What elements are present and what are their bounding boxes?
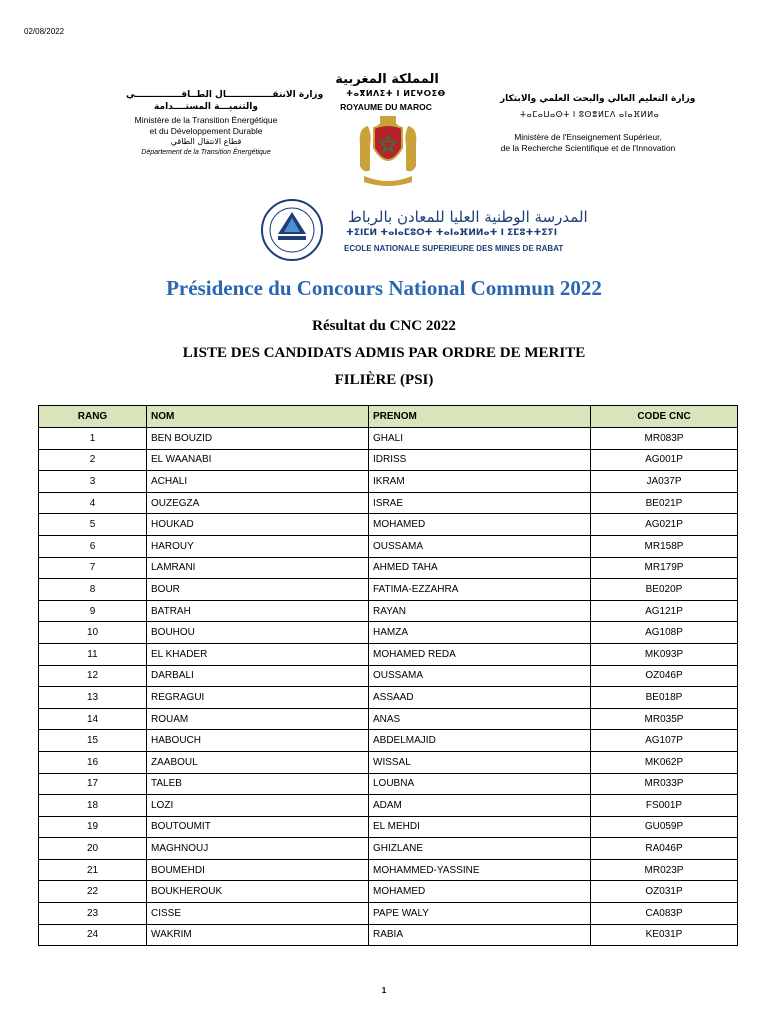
cell-prenom: GHIZLANE (369, 838, 591, 860)
admitted-candidates-table (38, 405, 738, 946)
table-row (39, 428, 738, 450)
cell-rang: 23 (39, 903, 147, 925)
table-row (39, 622, 738, 644)
ministry-energy-fr-2: et du Développement Durable (149, 126, 263, 136)
cell-code: AG108P (591, 622, 738, 644)
cell-rang: 24 (39, 924, 147, 946)
column-header-rang: RANG (39, 406, 147, 428)
cell-rang: 2 (39, 449, 147, 471)
cell-nom: BEN BOUZID (147, 428, 369, 450)
school-name-tfg: ⵜⵉⵏⵎⵍ ⵜⴰⵏⴰⵎⵓⵔⵜ ⵜⴰⵏⴰⴼⵍⵍⴰⵜ ⵏ ⵉⵎⵓⵜⵜⵉⵢⵏ (346, 228, 558, 238)
cell-code: BE018P (591, 687, 738, 709)
table-header-row (39, 406, 738, 428)
institution-banner (96, 64, 696, 264)
cell-rang: 10 (39, 622, 147, 644)
cell-prenom: ANAS (369, 708, 591, 730)
cell-prenom: IDRISS (369, 449, 591, 471)
cell-code: AG107P (591, 730, 738, 752)
cell-code: GU059P (591, 816, 738, 838)
cell-nom: OUZEGZA (147, 492, 369, 514)
cell-code: BE021P (591, 492, 738, 514)
table-row (39, 579, 738, 601)
department-energy-fr: Département de la Transition Énergétique (141, 149, 271, 156)
cell-nom: ACHALI (147, 471, 369, 493)
department-energy-ar: قطاع الانتقال الطاقي (170, 137, 242, 146)
cell-prenom: MOHAMED REDA (369, 643, 591, 665)
cell-code: MR158P (591, 535, 738, 557)
table-row (39, 600, 738, 622)
cell-code: MR083P (591, 428, 738, 450)
cell-nom: LOZI (147, 795, 369, 817)
table-row (39, 751, 738, 773)
cell-prenom: OUSSAMA (369, 535, 591, 557)
cell-code: MK062P (591, 751, 738, 773)
cell-code: BE020P (591, 579, 738, 601)
cell-code: MR033P (591, 773, 738, 795)
table-row (39, 903, 738, 925)
cell-nom: DARBALI (147, 665, 369, 687)
cell-code: RA046P (591, 838, 738, 860)
cell-rang: 20 (39, 838, 147, 860)
cell-nom: BOUTOUMIT (147, 816, 369, 838)
cell-prenom: AHMED TAHA (369, 557, 591, 579)
table-row (39, 535, 738, 557)
cell-nom: EL KHADER (147, 643, 369, 665)
coat-of-arms-icon (356, 114, 420, 190)
cell-nom: BOUMEHDI (147, 859, 369, 881)
table-row (39, 881, 738, 903)
table-row (39, 924, 738, 946)
table-row (39, 687, 738, 709)
ministry-education-fr: Ministère de l'Enseignement Supérieur, (514, 132, 662, 142)
page-title: Présidence du Concours National Commun 2022 (166, 276, 602, 300)
cell-rang: 7 (39, 557, 147, 579)
cell-code: MR023P (591, 859, 738, 881)
table-row (39, 471, 738, 493)
cell-code: MK093P (591, 643, 738, 665)
cell-nom: BOUHOU (147, 622, 369, 644)
page-number: 1 (381, 986, 387, 995)
table-row (39, 730, 738, 752)
cell-prenom: MOHAMED (369, 881, 591, 903)
table-row (39, 643, 738, 665)
cell-prenom: RAYAN (369, 600, 591, 622)
cell-code: JA037P (591, 471, 738, 493)
list-heading: LISTE DES CANDIDATS ADMIS PAR ORDRE DE MERITE (182, 345, 586, 361)
school-seal-icon (260, 198, 324, 262)
ministry-education-tfg: ⵜⴰⵎⴰⵡⴰⵙⵜ ⵏ ⵓⵙⴻⵍⵎⴷ ⴰⵏⴰⴼⵍⵍⴰ (520, 110, 660, 119)
table-row (39, 795, 738, 817)
cell-rang: 12 (39, 665, 147, 687)
cell-nom: REGRAGUI (147, 687, 369, 709)
cell-prenom: EL MEHDI (369, 816, 591, 838)
cell-prenom: LOUBNA (369, 773, 591, 795)
cell-nom: MAGHNOUJ (147, 838, 369, 860)
cell-prenom: RABIA (369, 924, 591, 946)
cell-nom: HAROUY (147, 535, 369, 557)
table-row (39, 492, 738, 514)
cell-nom: BATRAH (147, 600, 369, 622)
cell-rang: 17 (39, 773, 147, 795)
ministry-energy-fr: Ministère de la Transition Énergétique (134, 115, 278, 125)
cell-code: CA083P (591, 903, 738, 925)
table-row (39, 816, 738, 838)
cell-code: KE031P (591, 924, 738, 946)
cell-rang: 22 (39, 881, 147, 903)
table-row (39, 708, 738, 730)
cell-prenom: IKRAM (369, 471, 591, 493)
cell-rang: 19 (39, 816, 147, 838)
cell-nom: EL WAANABI (147, 449, 369, 471)
table-body (39, 428, 738, 946)
cell-prenom: GHALI (369, 428, 591, 450)
cell-rang: 1 (39, 428, 147, 450)
cell-prenom: ASSAAD (369, 687, 591, 709)
cell-prenom: ABDELMAJID (369, 730, 591, 752)
table-row (39, 449, 738, 471)
table-row (39, 665, 738, 687)
cell-prenom: ISRAE (369, 492, 591, 514)
cell-rang: 4 (39, 492, 147, 514)
cell-rang: 9 (39, 600, 147, 622)
cell-code: MR179P (591, 557, 738, 579)
cell-nom: ROUAM (147, 708, 369, 730)
cell-rang: 5 (39, 514, 147, 536)
column-header-prenom: PRENOM (369, 406, 591, 428)
cell-rang: 18 (39, 795, 147, 817)
table-row (39, 773, 738, 795)
cell-prenom: HAMZA (369, 622, 591, 644)
cell-rang: 11 (39, 643, 147, 665)
cell-nom: WAKRIM (147, 924, 369, 946)
cell-code: OZ031P (591, 881, 738, 903)
cell-nom: ZAABOUL (147, 751, 369, 773)
cell-nom: LAMRANI (147, 557, 369, 579)
cell-nom: BOUR (147, 579, 369, 601)
cell-rang: 14 (39, 708, 147, 730)
cell-code: AG001P (591, 449, 738, 471)
cell-prenom: OUSSAMA (369, 665, 591, 687)
cell-prenom: MOHAMED (369, 514, 591, 536)
cell-rang: 15 (39, 730, 147, 752)
ministry-education-ar: وزارة التعليم العالي والبحث العلمي والابتكار (500, 94, 696, 104)
cell-nom: HABOUCH (147, 730, 369, 752)
cell-code: AG121P (591, 600, 738, 622)
cell-rang: 8 (39, 579, 147, 601)
school-name-ar: المدرسة الوطنية العليا للمعادن بالرباط (348, 208, 588, 226)
cell-prenom: PAPE WALY (369, 903, 591, 925)
table-row (39, 557, 738, 579)
cell-rang: 13 (39, 687, 147, 709)
table-row (39, 838, 738, 860)
result-heading: Résultat du CNC 2022 (312, 318, 456, 334)
kingdom-tfg: ⵜⴰⴳⵍⴷⵉⵜ ⵏ ⵍⵎⵖⵔⵉⴱ (346, 89, 446, 98)
cell-nom: TALEB (147, 773, 369, 795)
cell-code: AG021P (591, 514, 738, 536)
cell-prenom: WISSAL (369, 751, 591, 773)
ministry-energy-ar-2: والتنميـــة المستــــدامة (154, 102, 258, 112)
school-name-fr: ECOLE NATIONALE SUPERIEURE DES MINES DE RABAT (344, 244, 564, 253)
cell-rang: 21 (39, 859, 147, 881)
ministry-education-fr-2: de la Recherche Scientifique et de l'Innovation (500, 143, 676, 153)
column-header-nom: NOM (147, 406, 369, 428)
ministry-energy-ar: وزارة الانتقـــــــــــــــال الطــاقـــــــــــــــي (126, 90, 324, 100)
cell-code: OZ046P (591, 665, 738, 687)
table-row (39, 859, 738, 881)
kingdom-ar: المملكة المغربية (335, 72, 439, 87)
cell-rang: 3 (39, 471, 147, 493)
cell-rang: 6 (39, 535, 147, 557)
cell-prenom: ADAM (369, 795, 591, 817)
cell-nom: CISSE (147, 903, 369, 925)
table-row (39, 514, 738, 536)
cell-nom: BOUKHEROUK (147, 881, 369, 903)
cell-nom: HOUKAD (147, 514, 369, 536)
cell-prenom: FATIMA-EZZAHRA (369, 579, 591, 601)
track-heading: FILIÈRE (PSI) (334, 372, 434, 388)
cell-code: MR035P (591, 708, 738, 730)
cell-code: FS001P (591, 795, 738, 817)
cell-prenom: MOHAMMED-YASSINE (369, 859, 591, 881)
kingdom-fr: ROYAUME DU MAROC (340, 102, 432, 112)
column-header-code: CODE CNC (591, 406, 738, 428)
print-date: 02/08/2022 (24, 27, 65, 36)
cell-rang: 16 (39, 751, 147, 773)
